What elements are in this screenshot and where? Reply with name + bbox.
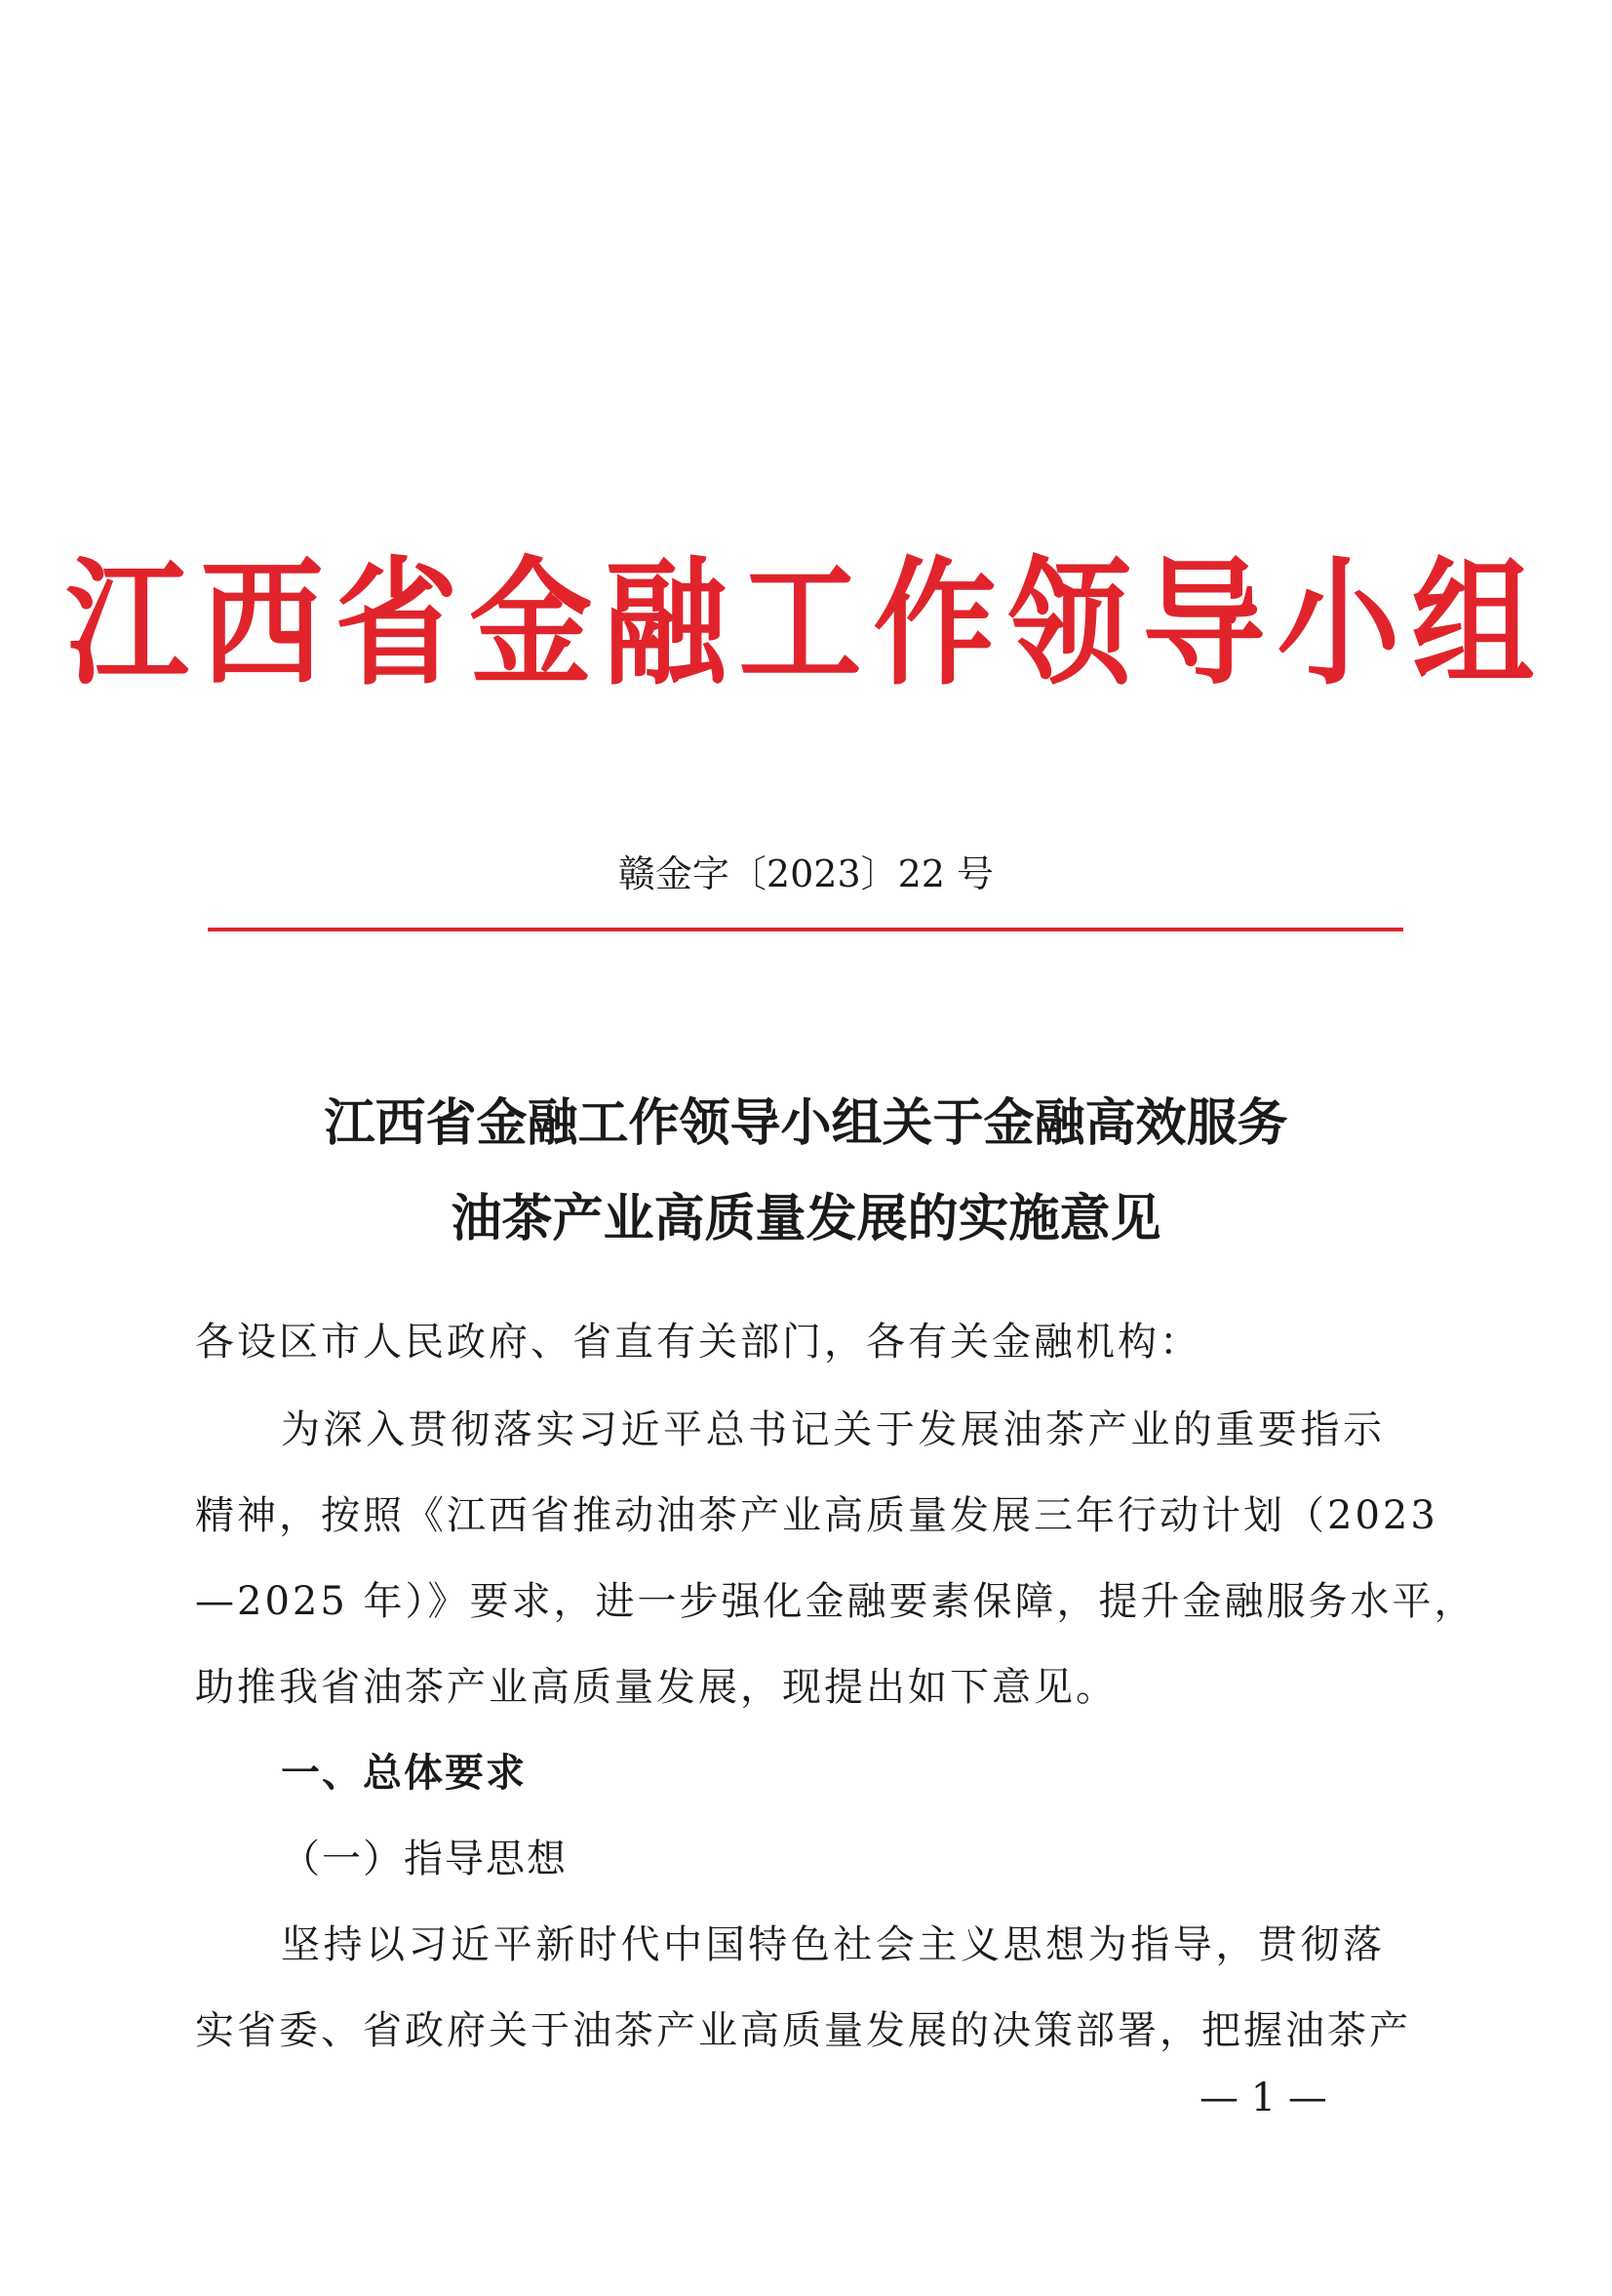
paragraph-line: 实省委、省政府关于油茶产业高质量发展的决策部署，把握油茶产 [195, 2008, 1411, 2053]
document-title-line-2: 油茶产业高质量发展的实施意见 [451, 1189, 1161, 1248]
paragraph-line: 为深入贯彻落实习近平总书记关于发展油茶产业的重要指示 [281, 1407, 1385, 1452]
section-heading: 一、总体要求 [281, 1751, 527, 1796]
paragraph-line: —2025 年）》要求，进一步强化金融要素保障，提升金融服务水平， [195, 1579, 1476, 1624]
subsection-heading: （一）指导思想 [281, 1837, 568, 1881]
paragraph-line: 助推我省油茶产业高质量发展，现提出如下意见。 [195, 1665, 1118, 1710]
page-number: — 1 — [1199, 2076, 1327, 2120]
issuer-masthead: 江西省金融工作领导小组 [65, 542, 1547, 704]
red-divider-line [208, 928, 1403, 931]
salutation: 各设区市人民政府、省直有关部门，各有关金融机构： [195, 1320, 1201, 1365]
paragraph-line: 坚持以习近平新时代中国特色社会主义思想为指导，贯彻落 [281, 1922, 1385, 1967]
document-title-line-1: 江西省金融工作领导小组关于金融高效服务 [324, 1093, 1288, 1153]
paragraph-line: 精神，按照《江西省推动油茶产业高质量发展三年行动计划（2023 [195, 1493, 1438, 1538]
document-number: 赣金字〔2023〕22 号 [617, 852, 995, 895]
